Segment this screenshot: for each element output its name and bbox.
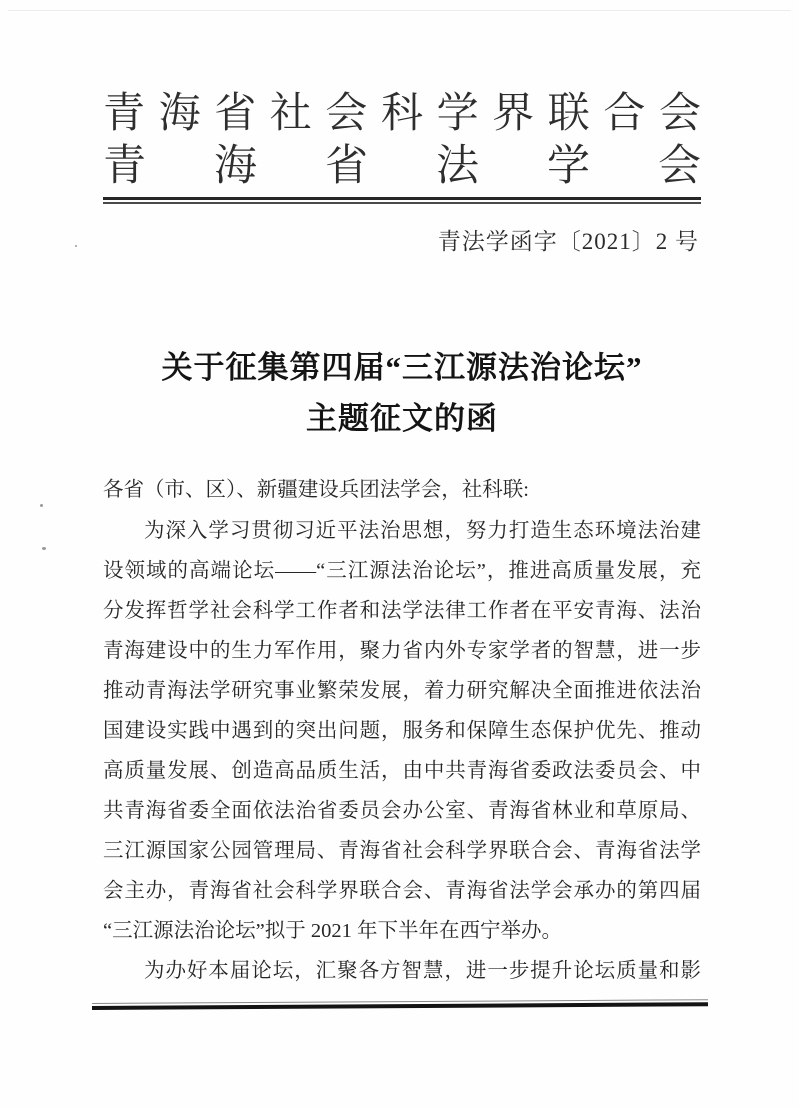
body-line: 为办好本届论坛，汇聚各方智慧，进一步提升论坛质量和影 [144, 960, 701, 982]
body-line: 为深入学习贯彻习近平法治思想，努力打造生态环境法治建 [144, 520, 701, 542]
scan-speck [40, 504, 43, 507]
body-line: 推动青海法学研究事业繁荣发展，着力研究解决全面推进依法治 [103, 680, 701, 702]
body-line: “三江源法治论坛”拟于 2021 年下半年在西宁举办。 [103, 920, 562, 942]
body-paragraphs [103, 511, 701, 991]
body-line: 会主办，青海省社会科学界联合会、青海省法学会承办的第四届 [103, 880, 701, 902]
salutation: 各省（市、区）、新疆建设兵团法学会，社科联: [103, 479, 529, 501]
body-line: 设领域的高端论坛——“三江源法治论坛”，推进高质量发展，充 [103, 560, 701, 582]
body-line: 三江源国家公园管理局、青海省社会科学界联合会、青海省法学 [103, 840, 701, 862]
scan-speck [75, 245, 77, 247]
page-bottom-divider [92, 999, 708, 1010]
body-line: 分发挥哲学社会科学工作者和法学法律工作者在平安青海、法治 [103, 600, 701, 622]
body-paragraph [103, 951, 701, 991]
org-name-line-2: 青 海 省 法 学 会 [103, 143, 701, 190]
body-line: 高质量发展、创造高品质生活，由中共青海省委政法委员会、中 [103, 760, 701, 782]
document-number: 青法学函字〔2021〕2 号 [437, 229, 699, 254]
org-name-line-1: 青 海 省 社 会 科 学 界 联 合 会 [103, 91, 701, 137]
body-line: 共青海省委全面依法治省委员会办公室、青海省林业和草原局、 [103, 800, 701, 822]
body-line: 青海建设中的生力军作用，聚力省内外专家学者的智慧，进一步 [103, 640, 701, 662]
letterhead [103, 88, 701, 204]
document-title-line-1: 关于征集第四届“三江源法治论坛” [161, 350, 643, 385]
document-title [103, 342, 701, 444]
body-paragraph [103, 511, 701, 951]
document-body [103, 470, 701, 991]
body-line: 国建设实践中遇到的突出问题，服务和保障生态保护优先、推动 [103, 720, 701, 742]
letterhead-divider [103, 197, 701, 204]
scan-speck [42, 547, 46, 550]
scan-edge-artifact [8, 10, 791, 11]
document-title-line-2: 主题征文的函 [306, 401, 498, 436]
